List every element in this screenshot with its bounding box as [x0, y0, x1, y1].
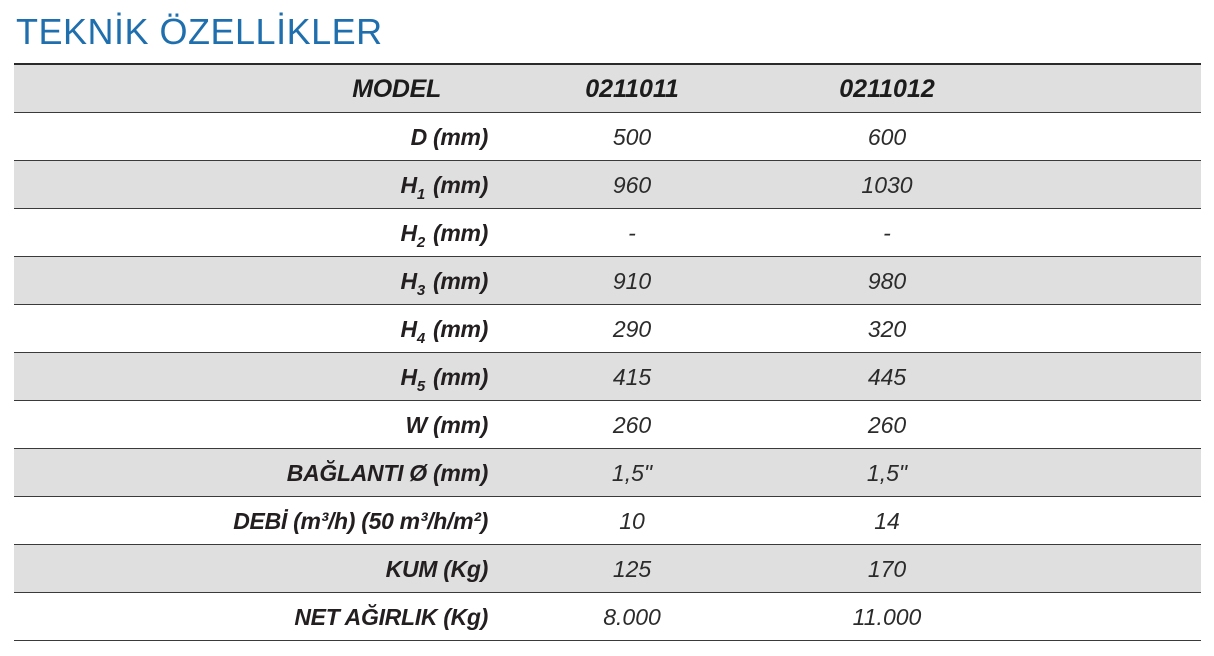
row-label-subscript: 5 [416, 378, 425, 395]
row-value-2: 445 [867, 364, 907, 390]
row-value-2: 980 [867, 268, 907, 294]
table-row-d [14, 113, 1201, 161]
row-value-2: 600 [867, 124, 907, 150]
row-label-subscript: 1 [416, 186, 425, 203]
table-row-h2 [14, 209, 1201, 257]
row-value-1: 260 [612, 412, 652, 438]
table-row-h1 [14, 161, 1201, 209]
row-value-1: 1,5" [611, 460, 653, 486]
spec-table [14, 63, 1201, 641]
row-label: NET AĞIRLIK (Kg) [294, 604, 488, 630]
row-value-1: 125 [612, 556, 652, 582]
row-label: BAĞLANTI Ø (mm) [286, 460, 488, 486]
table-header-row [14, 65, 1201, 113]
row-value-1: 910 [612, 268, 652, 294]
row-label-main: H [400, 172, 417, 198]
table-row-kum [14, 545, 1201, 593]
row-label [401, 353, 488, 400]
row-label-unit: (mm) [426, 172, 488, 198]
row-value-1: - [628, 220, 636, 246]
row-value-2: 11.000 [852, 604, 922, 630]
table-row-debi [14, 497, 1201, 545]
row-value-2: 170 [867, 556, 907, 582]
row-value-1: 415 [612, 364, 652, 390]
row-label-unit: (mm) [426, 220, 488, 246]
row-label [401, 257, 488, 304]
row-label-subscript: 2 [416, 234, 425, 251]
row-value-1: 10 [619, 508, 645, 534]
row-label [401, 305, 488, 352]
row-label [401, 161, 488, 208]
table-row-h3 [14, 257, 1201, 305]
row-label [401, 209, 488, 256]
table-row-h4 [14, 305, 1201, 353]
row-label-subscript: 3 [416, 282, 425, 299]
table-row-h5 [14, 353, 1201, 401]
row-label: W (mm) [405, 412, 488, 438]
header-label-model: MODEL [352, 75, 441, 103]
row-value-2: 260 [867, 412, 907, 438]
row-label-unit: (mm) [426, 364, 488, 390]
table-row-w [14, 401, 1201, 449]
row-label: DEBİ (m³/h) (50 m³/h/m²) [233, 508, 488, 534]
row-value-1: 500 [612, 124, 652, 150]
row-label: KUM (Kg) [385, 556, 488, 582]
row-value-1: 960 [612, 172, 652, 198]
row-label-unit: (mm) [426, 316, 488, 342]
row-value-2: 1030 [861, 172, 913, 198]
row-label-subscript: 4 [416, 330, 425, 347]
row-label-unit: (mm) [426, 268, 488, 294]
header-model-0211012: 0211012 [839, 75, 935, 103]
row-label-main: H [400, 364, 417, 390]
row-value-2: - [883, 220, 891, 246]
table-row-net-agirlik [14, 593, 1201, 641]
row-label-main: H [400, 220, 417, 246]
row-value-1: 8.000 [603, 604, 661, 630]
row-label-main: H [400, 268, 417, 294]
row-label-main: H [400, 316, 417, 342]
row-value-2: 320 [867, 316, 907, 342]
page-title: TEKNİK ÖZELLİKLER [16, 11, 383, 52]
row-value-2: 1,5" [866, 460, 908, 486]
header-model-0211011: 0211011 [585, 75, 679, 103]
row-value-1: 290 [612, 316, 652, 342]
row-label: D (mm) [410, 124, 488, 150]
row-value-2: 14 [874, 508, 900, 534]
table-row-baglanti [14, 449, 1201, 497]
